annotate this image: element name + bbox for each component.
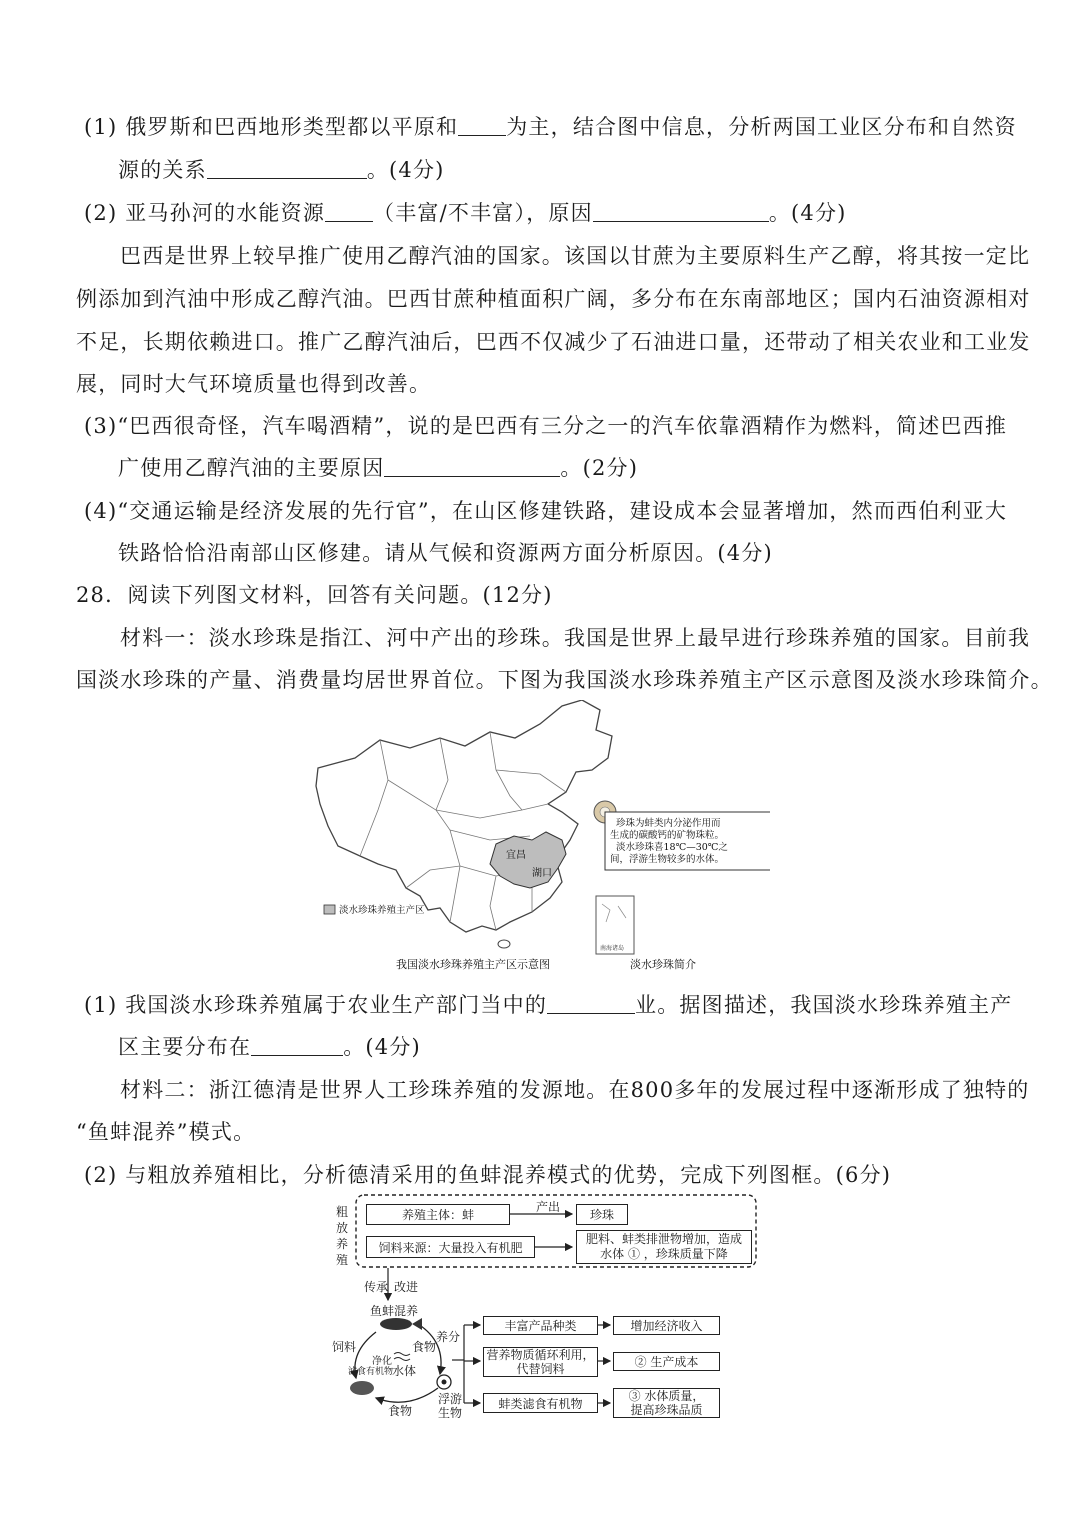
box-production-cost[interactable]: ② 生产成本 [613, 1352, 720, 1371]
q28-material2-line1: 材料二：浙江德清是世界人工珍珠养殖的发源地。在800多年的发展过程中逐渐形成了独特的 [120, 1078, 1030, 1102]
answer-blank[interactable] [458, 115, 506, 136]
q28-material2-line2: “鱼蚌混养”模式。 [76, 1120, 256, 1144]
q27-material-line3: 不足，长期依赖进口。推广乙醇汽油后，巴西不仅减少了石油进口量，还带动了相关农业和工业发 [76, 330, 1031, 354]
caption-map: 我国淡水珍珠养殖主产区示意图 [396, 958, 550, 970]
answer-blank[interactable] [593, 201, 769, 222]
china-outline [316, 700, 612, 932]
intro-line4: 间，浮游生物较多的水体。 [610, 854, 725, 865]
q27-material-line1: 巴西是世界上较早推广使用乙醇汽油的国家。该国以甘蔗为主要原料生产乙醇，将其按一定比 [120, 244, 1031, 268]
box-water-quality[interactable] [613, 1388, 720, 1418]
q27-part4-line1: (4)“交通运输是经济发展的先行官”，在山区修建铁路，建设成本会显著增加，然而西伯利亚大 [84, 499, 1008, 523]
intro-line1: 珍珠为蚌类内分泌作用而 [616, 818, 721, 829]
q28-part1-line1: (1) 我国淡水珍珠养殖属于农业生产部门当中的 业。据图描述，我国淡水珍珠养殖主产 [84, 993, 1013, 1017]
q27-part3-line1: (3)“巴西很奇怪，汽车喝酒精”，说的是巴西有三分之一的汽车依靠酒精作为燃料，简述巴西推 [84, 414, 1008, 438]
q28-material1-line1: 材料一：淡水珍珠是指江、河中产出的珍珠。我国是世界上最早进行珍珠养殖的国家。目前我 [120, 626, 1031, 650]
intro-line3: 淡水珍珠喜18℃—30℃之 [616, 842, 728, 853]
q28-part1-line2: 区主要分布在 。(4分) [118, 1035, 421, 1059]
q27-part1-line2: 源的关系 。(4分) [118, 158, 445, 182]
inset-label: 南海诸岛 [600, 945, 625, 952]
hainan-island [498, 940, 510, 948]
water-waves-icon [394, 1353, 410, 1361]
label-plankton-2: 生物 [438, 1406, 463, 1420]
pollution-line2: 水体 ① ，珍珠质量下降 [600, 1247, 728, 1261]
answer-blank[interactable] [325, 201, 373, 222]
flow-diagram [328, 1192, 758, 1492]
label-water: 水体 [392, 1364, 417, 1378]
box-increase-income: 增加经济收入 [613, 1316, 720, 1335]
pollution-line1: 肥料、蚌类排泄物增加，造成 [585, 1232, 742, 1246]
fish-icon [380, 1318, 412, 1330]
caption-intro: 淡水珍珠简介 [630, 958, 696, 970]
label-filter: 滤食有机物 [348, 1367, 394, 1377]
map-city-hukou: 湖口 [532, 868, 552, 879]
intro-line2: 生成的碳酸钙的矿物珠粒。 [610, 830, 725, 841]
answer-blank[interactable] [384, 456, 560, 477]
label-purify: 净化 [372, 1356, 392, 1367]
answer-blank[interactable] [547, 993, 635, 1014]
nutrient-cycle-line2: 代替饲料 [516, 1362, 565, 1376]
q28-material1-line2: 国淡水珍珠的产量、消费量均居世界首位。下图为我国淡水珍珠养殖主产区示意图及淡水珍珠简介。 [76, 668, 1053, 692]
box-rich-products: 丰富产品种类 [483, 1316, 598, 1335]
pearl-map-figure [300, 700, 770, 970]
box-nutrient-cycle [483, 1347, 598, 1377]
q27-part4-line2: 铁路恰恰沿南部山区修建。请从气候和资源两方面分析原因。(4分) [118, 541, 773, 565]
nutrient-cycle-line1: 营养物质循环利用， [486, 1348, 595, 1362]
answer-blank[interactable] [207, 158, 367, 179]
label-food-bottom: 食物 [388, 1404, 413, 1418]
q27-material-line2: 例添加到汽油中形成乙醇汽油。巴西甘蔗种植面积广阔，多分布在东南部地区；国内石油资源相对 [76, 287, 1031, 311]
side-label-4: 殖 [336, 1253, 349, 1267]
q27-part3-line2: 广使用乙醇汽油的主要原因 。(2分) [118, 456, 639, 480]
box-farming-subject: 养殖主体：蚌 [366, 1204, 510, 1225]
label-output: 产出 [536, 1200, 561, 1214]
legend-label: 淡水珍珠养殖主产区 [339, 905, 425, 916]
label-fish-mussel-mix: 鱼蚌混养 [370, 1304, 419, 1318]
q28-part2: (2) 与粗放养殖相比，分析德清采用的鱼蚌混养模式的优势，完成下列图框。(6分) [84, 1163, 892, 1187]
map-city-yichang: 宜昌 [506, 850, 526, 861]
label-plankton-1: 浮游 [438, 1392, 463, 1406]
answer-blank[interactable] [251, 1035, 343, 1056]
side-label-2: 放 [336, 1221, 349, 1235]
label-food-top: 食物 [412, 1340, 437, 1354]
label-nutrient: 养分 [436, 1330, 461, 1344]
cycle-arrow-bottom [376, 1388, 438, 1402]
side-label-3: 养 [336, 1237, 349, 1251]
box-feed-source: 饲料来源：大量投入有机肥 [366, 1236, 535, 1258]
legend-swatch [324, 905, 335, 914]
q28-heading: 28．阅读下列图文材料，回答有关问题。(12分) [76, 583, 553, 607]
water-quality-line1: ③ 水体质量， [628, 1389, 705, 1403]
side-label-1: 粗 [336, 1205, 349, 1219]
q27-material-line4: 展，同时大气环境质量也得到改善。 [76, 372, 432, 396]
box-pearl: 珍珠 [576, 1204, 628, 1225]
label-improve: 改进 [394, 1280, 419, 1294]
box-mussel-filter: 蚌类滤食有机物 [483, 1393, 598, 1413]
water-quality-line2: 提高珍珠品质 [630, 1403, 703, 1417]
mussel-icon [350, 1381, 374, 1395]
label-feed: 饲料 [332, 1340, 357, 1354]
q27-part2: (2) 亚马孙河的水能资源 （丰富/不丰富），原因 。(4分) [84, 201, 847, 225]
label-inherit: 传承 [364, 1280, 389, 1294]
box-pollution-result [576, 1230, 752, 1264]
q27-part1-line1: (1) 俄罗斯和巴西地形类型都以平原和 为主，结合图中信息，分析两国工业区分布和自然资 [84, 115, 1017, 139]
